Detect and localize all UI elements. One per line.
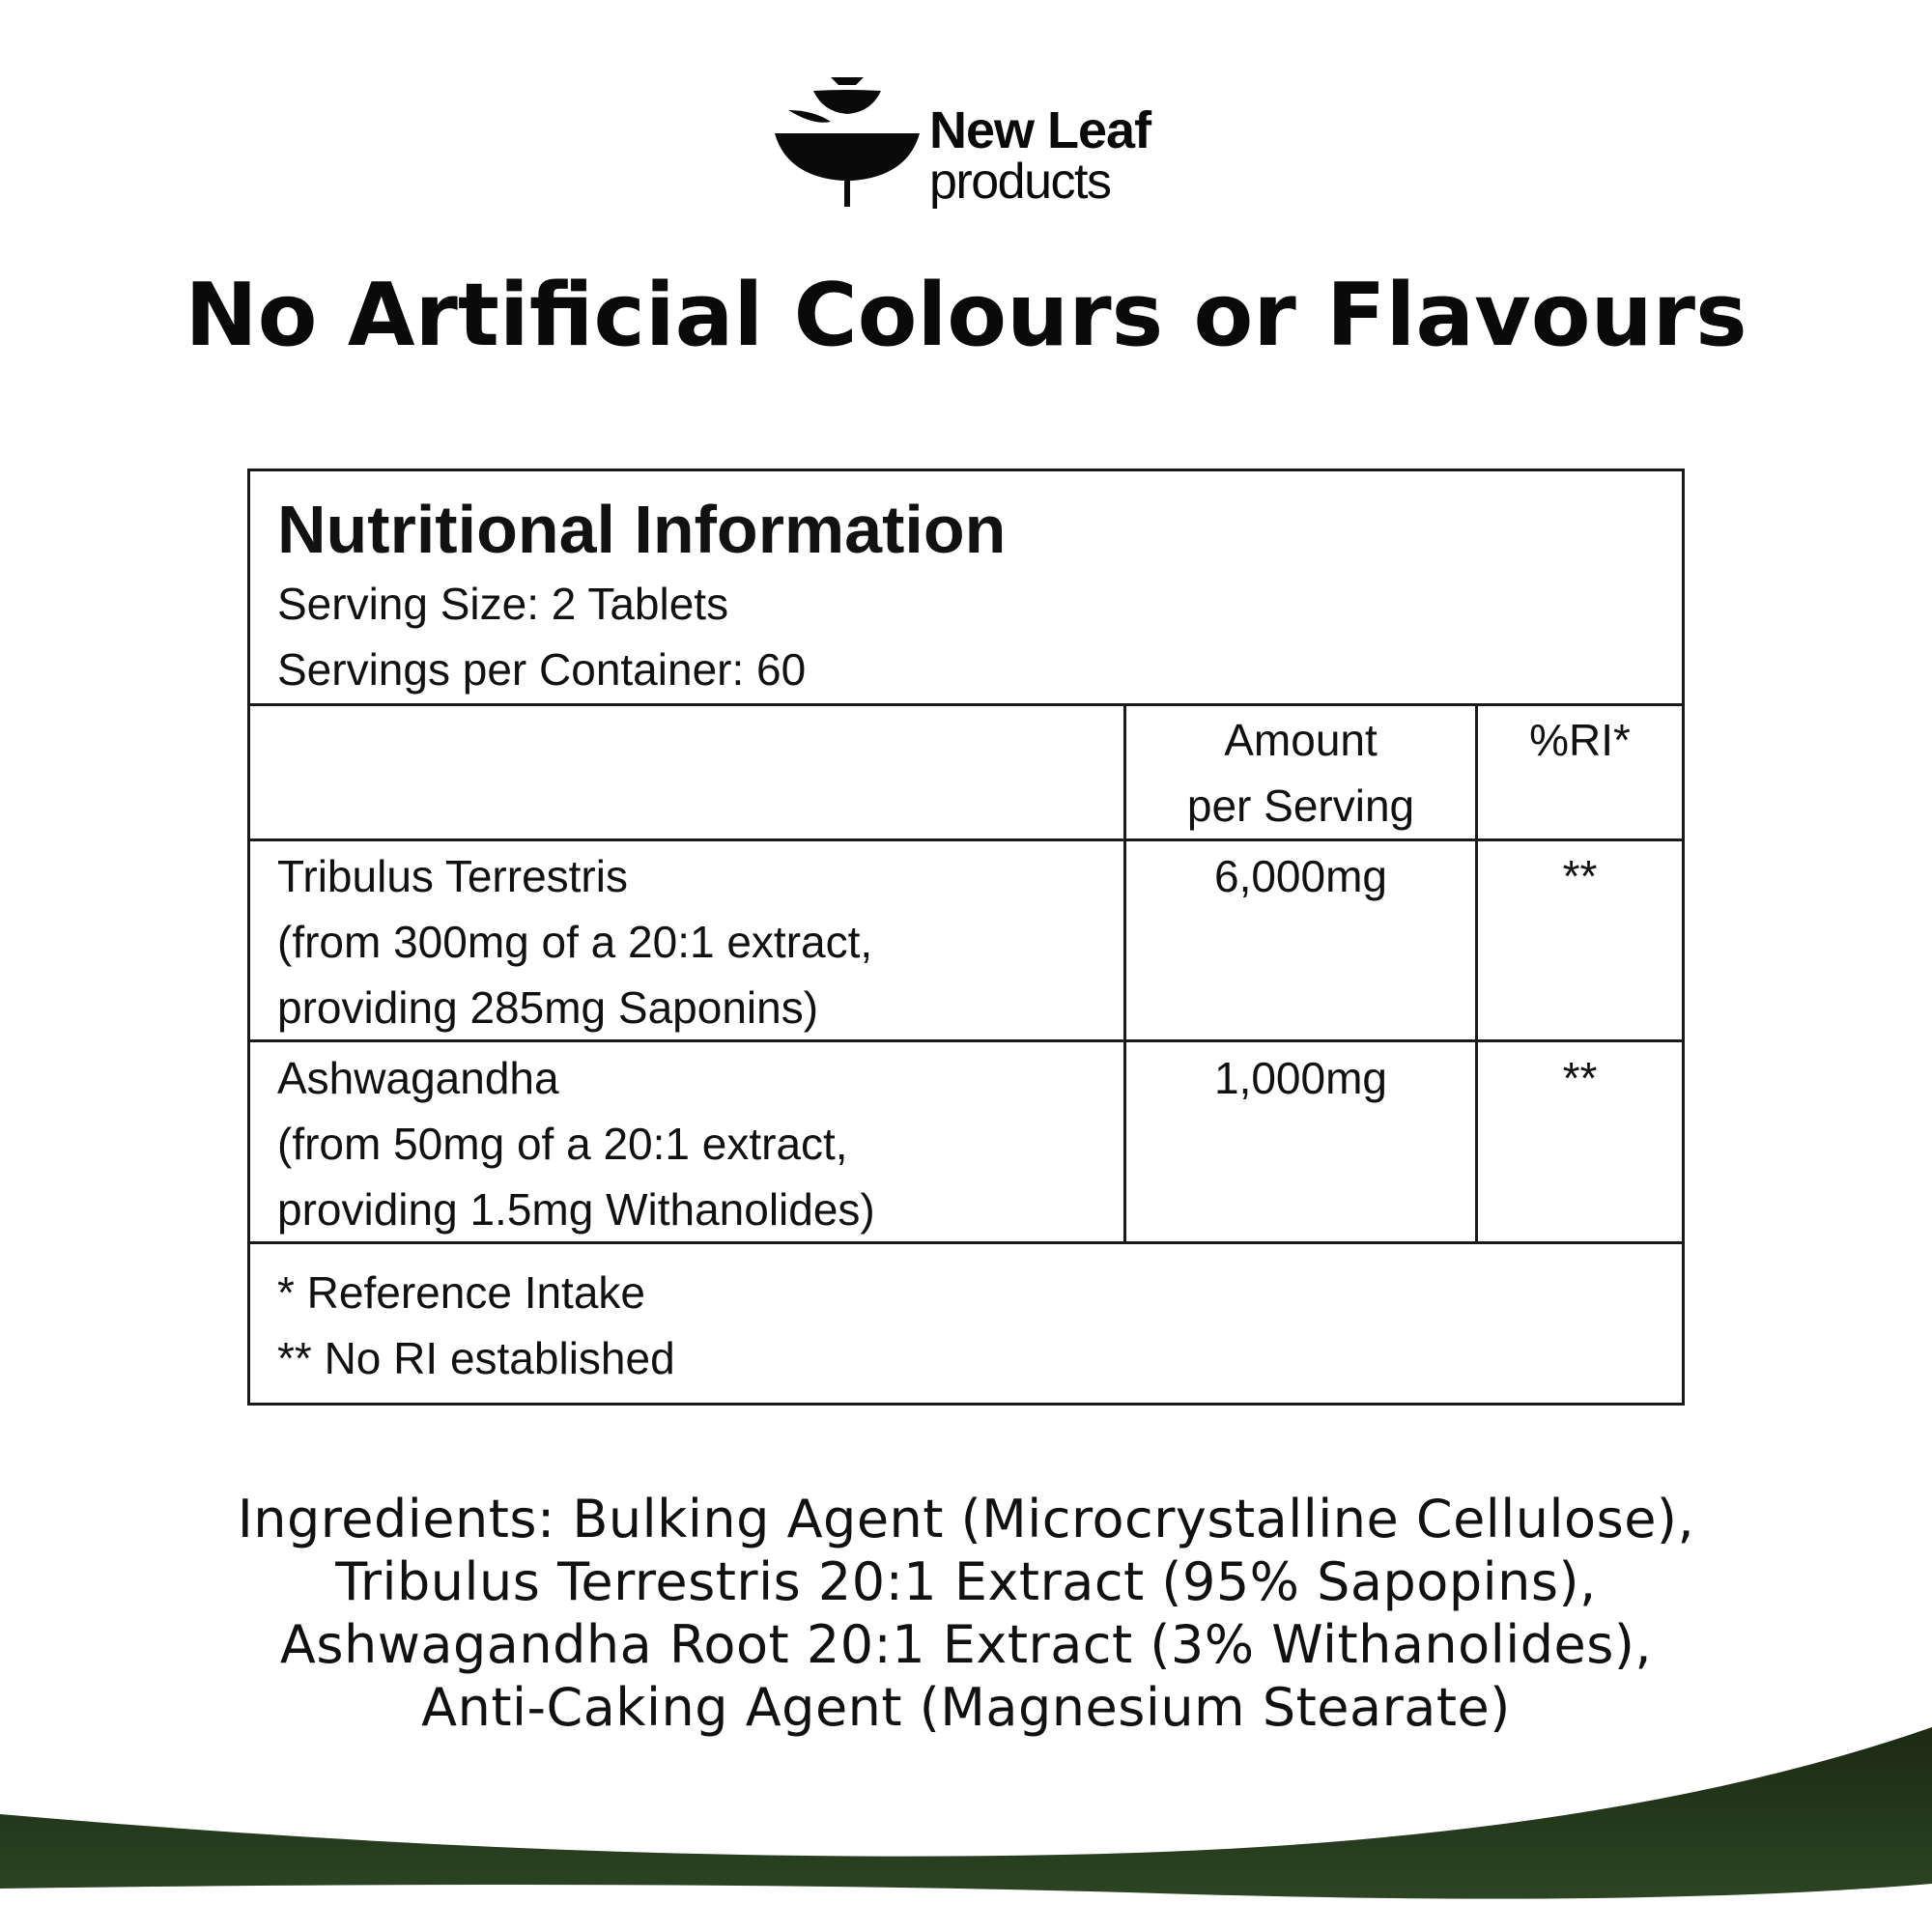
column-divider bbox=[1475, 703, 1478, 1241]
ingredients-line: Anti-Caking Agent (Magnesium Stearate) bbox=[421, 1677, 1511, 1738]
amount-value: 6,000mg bbox=[1213, 851, 1387, 901]
table-divider bbox=[250, 703, 1682, 706]
ri-header: %RI* bbox=[1529, 715, 1631, 765]
nutrition-title: Nutritional Information bbox=[277, 492, 1007, 567]
ri-value: ** bbox=[1562, 851, 1598, 901]
ingredient-detail: providing 1.5mg Withanolides) bbox=[277, 1184, 875, 1235]
brand-subtitle: products bbox=[929, 154, 1111, 210]
decorative-wave bbox=[0, 1700, 1932, 1932]
ingredient-name: Ashwagandha bbox=[277, 1053, 559, 1103]
ingredients-line: Ashwagandha Root 20:1 Extract (3% Withanolides), bbox=[279, 1614, 1653, 1675]
ingredient-detail: (from 50mg of a 20:1 extract, bbox=[277, 1119, 848, 1169]
amount-header bbox=[1126, 707, 1475, 838]
footnote: * Reference Intake bbox=[277, 1267, 646, 1318]
ingredient-detail: (from 300mg of a 20:1 extract, bbox=[277, 917, 873, 967]
amount-header-line2: per Serving bbox=[1186, 781, 1415, 831]
footnote: ** No RI established bbox=[277, 1333, 675, 1383]
servings-per-container: Servings per Container: 60 bbox=[277, 644, 807, 695]
ingredient-name: Tribulus Terrestris bbox=[277, 851, 628, 901]
table-row bbox=[277, 1045, 875, 1242]
page-title: No Artificial Colours or Flavours bbox=[185, 265, 1747, 366]
amount-value: 1,000mg bbox=[1213, 1053, 1387, 1103]
brand-name: New Leaf bbox=[929, 101, 1151, 159]
ingredients-line: Tribulus Terrestris 20:1 Extract (95% Sapopins), bbox=[335, 1551, 1597, 1612]
ingredients-line: Ingredients: Bulking Agent (Microcrystalline Cellulose), bbox=[237, 1489, 1695, 1549]
serving-size: Serving Size: 2 Tablets bbox=[277, 579, 729, 629]
stacked-leaf-tree-icon bbox=[775, 75, 920, 207]
table-divider bbox=[250, 838, 1682, 841]
table-row bbox=[277, 843, 872, 1040]
footnotes bbox=[277, 1260, 675, 1391]
ri-value: ** bbox=[1562, 1053, 1598, 1103]
ingredient-detail: providing 285mg Saponins) bbox=[277, 982, 819, 1033]
brand-logo bbox=[775, 75, 1180, 220]
nutrition-table bbox=[247, 469, 1685, 1406]
amount-header-line1: Amount bbox=[1224, 715, 1378, 765]
